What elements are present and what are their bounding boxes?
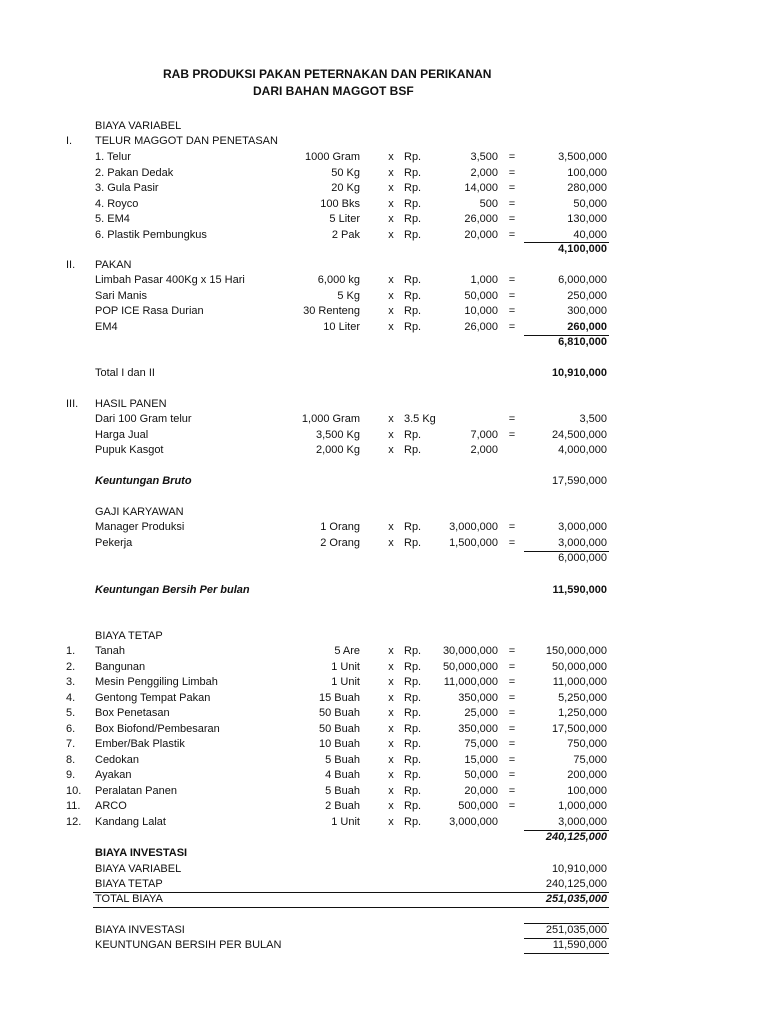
- item-total: 6,000,000: [558, 274, 607, 286]
- item-name: 3. Gula Pasir: [95, 182, 159, 194]
- item-multiply: x: [388, 753, 394, 766]
- item-multiply: x: [388, 707, 394, 719]
- item-unit-price: 2,000: [470, 444, 498, 456]
- item-equals: =: [508, 784, 516, 797]
- item-multiply: x: [388, 691, 394, 704]
- item-unit-price: 50,000,000: [442, 660, 498, 673]
- item-multiply: x: [388, 166, 394, 179]
- item-total: 3,000,000: [558, 815, 607, 828]
- item-multiply: x: [388, 428, 394, 441]
- item-currency: 3.5 Kg: [404, 413, 436, 425]
- item-unit-price: 10,000: [464, 305, 498, 317]
- item-quantity: 1 Orang: [320, 521, 360, 533]
- item-quantity: 2 Orang: [320, 536, 360, 549]
- item-multiply: x: [388, 738, 394, 750]
- item-total: 130,000: [567, 213, 607, 225]
- item-quantity: 5 Buah: [325, 753, 360, 766]
- gaji-heading: GAJI KARYAWAN: [95, 506, 184, 518]
- item-multiply: x: [388, 289, 394, 302]
- keuntungan-bruto-label: Keuntungan Bruto: [95, 475, 192, 487]
- item-unit-price: 20,000: [464, 228, 498, 241]
- item-unit-price: 3,000,000: [449, 521, 498, 533]
- item-quantity: 10 Buah: [319, 738, 360, 750]
- item-equals: =: [508, 413, 516, 425]
- item-currency: Rp.: [404, 197, 422, 210]
- item-name: 5. EM4: [95, 213, 130, 225]
- biaya-variabel-heading: BIAYA VARIABEL: [95, 120, 182, 132]
- item-currency: Rp.: [404, 769, 422, 781]
- summary-keuntungan-value: 11,590,000: [552, 939, 607, 951]
- item-quantity: 5 Liter: [329, 213, 360, 225]
- item-unit-price: 26,000: [464, 320, 498, 333]
- item-total: 200,000: [567, 769, 607, 781]
- item-name: Manager Produksi: [95, 521, 185, 533]
- item-equals: =: [508, 536, 516, 549]
- item-multiply: x: [388, 151, 394, 163]
- biaya-tetap-subtotal: 240,125,000: [545, 831, 607, 843]
- item-multiply: x: [388, 722, 394, 735]
- item-multiply: x: [388, 521, 394, 533]
- item-name: Mesin Penggiling Limbah: [95, 676, 218, 688]
- item-name: POP ICE Rasa Durian: [95, 305, 204, 317]
- item-currency: Rp.: [404, 676, 422, 688]
- summary-investasi-label: BIAYA INVESTASI: [95, 924, 185, 936]
- item-total: 3,000,000: [558, 521, 607, 533]
- total-biaya-label: TOTAL BIAYA: [95, 893, 163, 905]
- summary-keuntungan-rule: [524, 953, 609, 954]
- item-currency: Rp.: [404, 784, 422, 797]
- item-name: Box Penetasan: [95, 707, 170, 719]
- section-1-heading: TELUR MAGGOT DAN PENETASAN: [95, 135, 278, 147]
- item-currency: Rp.: [404, 166, 422, 179]
- item-quantity: 1 Unit: [331, 676, 360, 688]
- item-equals: =: [508, 738, 516, 750]
- item-quantity: 6,000 kg: [317, 274, 360, 286]
- item-equals: =: [508, 428, 516, 441]
- item-currency: Rp.: [404, 305, 422, 317]
- item-total: 40,000: [573, 228, 607, 241]
- item-number: 5.: [66, 707, 76, 719]
- item-currency: Rp.: [404, 691, 422, 704]
- item-quantity: 1,000 Gram: [301, 413, 360, 425]
- section-1-number: I.: [66, 135, 73, 147]
- item-currency: Rp.: [404, 444, 422, 456]
- keuntungan-bruto-value: 17,590,000: [551, 475, 607, 487]
- item-name: 2. Pakan Dedak: [95, 166, 174, 179]
- section-2-subtotal: 6,810,000: [558, 336, 607, 348]
- item-unit-price: 500: [479, 197, 498, 210]
- item-total: 250,000: [567, 289, 607, 302]
- item-total: 17,500,000: [551, 722, 607, 735]
- item-quantity: 15 Buah: [319, 691, 360, 704]
- item-multiply: x: [388, 182, 394, 194]
- item-multiply: x: [388, 197, 394, 210]
- item-unit-price: 50,000: [464, 769, 498, 781]
- item-number: 2.: [66, 660, 76, 673]
- item-number: 4.: [66, 691, 76, 704]
- item-currency: Rp.: [404, 428, 422, 441]
- item-quantity: 50 Buah: [319, 707, 360, 719]
- item-quantity: 2,000 Kg: [315, 444, 360, 456]
- item-quantity: 3,500 Kg: [315, 428, 360, 441]
- item-multiply: x: [388, 536, 394, 549]
- investasi-row-label: BIAYA TETAP: [95, 878, 163, 890]
- item-multiply: x: [388, 274, 394, 286]
- item-total: 280,000: [567, 182, 607, 194]
- item-name: Ember/Bak Plastik: [95, 738, 185, 750]
- item-currency: Rp.: [404, 182, 422, 194]
- item-number: 8.: [66, 753, 76, 766]
- item-multiply: x: [388, 800, 394, 812]
- item-equals: =: [508, 213, 516, 225]
- item-currency: Rp.: [404, 707, 422, 719]
- investasi-heading: BIAYA INVESTASI: [95, 847, 188, 859]
- item-unit-price: 26,000: [464, 213, 498, 225]
- item-equals: =: [508, 769, 516, 781]
- item-multiply: x: [388, 320, 394, 333]
- item-total: 100,000: [567, 784, 607, 797]
- total-biaya-rule-bottom: [93, 907, 609, 908]
- item-quantity: 10 Liter: [323, 320, 360, 333]
- gaji-subtotal: 6,000,000: [558, 552, 607, 564]
- item-currency: Rp.: [404, 800, 422, 812]
- item-name: Dari 100 Gram telur: [95, 413, 192, 425]
- item-unit-price: 11,000,000: [443, 676, 498, 688]
- item-equals: =: [508, 166, 516, 179]
- item-name: Pekerja: [95, 536, 133, 549]
- item-name: Harga Jual: [95, 428, 149, 441]
- item-currency: Rp.: [404, 274, 422, 286]
- item-currency: Rp.: [404, 151, 422, 163]
- item-multiply: x: [388, 676, 394, 688]
- total-1-2-value: 10,910,000: [551, 367, 607, 379]
- item-number: 12.: [66, 815, 82, 828]
- item-unit-price: 25,000: [464, 707, 498, 719]
- item-name: Box Biofond/Pembesaran: [95, 722, 220, 735]
- item-quantity: 5 Kg: [337, 289, 360, 302]
- item-equals: =: [508, 676, 516, 688]
- section-3-heading: HASIL PANEN: [95, 398, 167, 410]
- item-unit-price: 1,000: [470, 274, 498, 286]
- item-multiply: x: [388, 660, 394, 673]
- item-multiply: x: [388, 769, 394, 781]
- item-equals: =: [508, 800, 516, 812]
- item-equals: =: [508, 182, 516, 194]
- item-name: EM4: [95, 320, 118, 333]
- item-multiply: x: [388, 444, 394, 456]
- section-2-heading: PAKAN: [95, 259, 132, 271]
- item-name: Pupuk Kasgot: [95, 444, 164, 456]
- investasi-row-label: BIAYA VARIABEL: [95, 863, 182, 875]
- item-name: Sari Manis: [95, 289, 147, 302]
- item-equals: =: [508, 753, 516, 766]
- total-biaya-value: 251,035,000: [545, 893, 607, 905]
- item-quantity: 2 Buah: [325, 800, 360, 812]
- item-equals: =: [508, 660, 516, 673]
- page-title: RAB PRODUKSI PAKAN PETERNAKAN DAN PERIKANAN: [163, 67, 492, 81]
- item-multiply: x: [388, 815, 394, 828]
- item-number: 7.: [66, 738, 76, 750]
- item-quantity: 4 Buah: [325, 769, 360, 781]
- item-number: 10.: [66, 784, 82, 797]
- item-total: 4,000,000: [558, 444, 607, 456]
- item-name: Ayakan: [95, 769, 132, 781]
- item-multiply: x: [388, 413, 394, 425]
- item-currency: Rp.: [404, 228, 422, 241]
- item-unit-price: 20,000: [464, 784, 498, 797]
- item-multiply: x: [388, 305, 394, 317]
- item-currency: Rp.: [404, 815, 422, 828]
- item-equals: =: [508, 274, 516, 286]
- item-number: 3.: [66, 676, 76, 688]
- item-total: 3,500,000: [558, 151, 607, 163]
- item-equals: =: [508, 320, 516, 333]
- item-currency: Rp.: [404, 753, 422, 766]
- item-unit-price: 350,000: [458, 691, 498, 704]
- investasi-row-value: 240,125,000: [545, 878, 607, 890]
- item-total: 75,000: [573, 753, 607, 766]
- item-total: 3,500: [579, 413, 607, 425]
- item-total: 100,000: [567, 166, 607, 179]
- item-name: Kandang Lalat: [95, 815, 166, 828]
- item-unit-price: 500,000: [458, 800, 498, 812]
- item-number: 1.: [66, 645, 76, 657]
- item-total: 150,000,000: [545, 645, 607, 657]
- item-currency: Rp.: [404, 660, 422, 673]
- item-unit-price: 30,000,000: [442, 645, 498, 657]
- item-total: 300,000: [567, 305, 607, 317]
- item-currency: Rp.: [404, 738, 422, 750]
- item-equals: =: [508, 722, 516, 735]
- item-unit-price: 15,000: [464, 753, 498, 766]
- item-name: Peralatan Panen: [95, 784, 177, 797]
- section-3-number: III.: [66, 398, 79, 410]
- item-name: ARCO: [95, 800, 127, 812]
- item-unit-price: 350,000: [458, 722, 498, 735]
- item-quantity: 20 Kg: [331, 182, 360, 194]
- item-total: 5,250,000: [558, 691, 607, 704]
- item-name: Bangunan: [95, 660, 146, 673]
- item-number: 6.: [66, 722, 76, 735]
- keuntungan-bersih-label: Keuntungan Bersih Per bulan: [95, 584, 250, 596]
- item-total: 11,000,000: [552, 676, 607, 688]
- item-total: 1,000,000: [558, 800, 607, 812]
- item-equals: =: [508, 707, 516, 719]
- page-subtitle: DARI BAHAN MAGGOT BSF: [253, 84, 414, 98]
- item-total: 3,000,000: [558, 536, 607, 549]
- item-quantity: 50 Kg: [331, 166, 360, 179]
- item-unit-price: 2,000: [470, 166, 498, 179]
- item-total: 260,000: [567, 320, 607, 333]
- item-quantity: 30 Renteng: [303, 305, 360, 317]
- item-quantity: 2 Pak: [331, 228, 360, 241]
- item-unit-price: 3,500: [470, 151, 498, 163]
- item-currency: Rp.: [404, 722, 422, 735]
- item-name: Cedokan: [95, 753, 140, 766]
- total-1-2-label: Total I dan II: [95, 367, 155, 379]
- item-unit-price: 7,000: [470, 428, 498, 441]
- item-unit-price: 1,500,000: [449, 536, 498, 549]
- item-unit-price: 50,000: [464, 289, 498, 302]
- item-quantity: 5 Are: [334, 645, 360, 657]
- item-total: 24,500,000: [551, 428, 607, 441]
- item-currency: Rp.: [404, 320, 422, 333]
- item-quantity: 50 Buah: [319, 722, 360, 735]
- item-multiply: x: [388, 784, 394, 797]
- item-total: 50,000,000: [551, 660, 607, 673]
- item-currency: Rp.: [404, 213, 422, 225]
- item-equals: =: [508, 691, 516, 704]
- item-name: Limbah Pasar 400Kg x 15 Hari: [95, 274, 245, 286]
- item-total: 750,000: [567, 738, 607, 750]
- item-quantity: 1 Unit: [331, 660, 360, 673]
- item-total: 1,250,000: [558, 707, 607, 719]
- item-equals: =: [508, 228, 516, 241]
- item-unit-price: 75,000: [464, 738, 498, 750]
- item-quantity: 1000 Gram: [304, 151, 360, 163]
- item-equals: =: [508, 289, 516, 302]
- item-equals: =: [508, 521, 516, 533]
- item-quantity: 1 Unit: [331, 815, 360, 828]
- item-name: 4. Royco: [95, 197, 139, 210]
- item-total: 50,000: [573, 197, 607, 210]
- item-unit-price: 3,000,000: [449, 815, 498, 828]
- item-equals: =: [508, 305, 516, 317]
- item-currency: Rp.: [404, 521, 422, 533]
- item-multiply: x: [388, 645, 394, 657]
- biaya-tetap-heading: BIAYA TETAP: [95, 630, 163, 642]
- item-unit-price: 14,000: [464, 182, 498, 194]
- section-1-subtotal: 4,100,000: [558, 243, 607, 255]
- item-currency: Rp.: [404, 536, 422, 549]
- item-quantity: 5 Buah: [325, 784, 360, 797]
- summary-keuntungan-label: KEUNTUNGAN BERSIH PER BULAN: [95, 939, 282, 951]
- keuntungan-bersih-value: 11,590,000: [552, 584, 607, 596]
- item-multiply: x: [388, 228, 394, 241]
- item-name: Tanah: [95, 645, 125, 657]
- item-quantity: 100 Bks: [320, 197, 360, 210]
- item-currency: Rp.: [404, 289, 422, 302]
- summary-investasi-value: 251,035,000: [545, 924, 607, 936]
- item-equals: =: [508, 197, 516, 210]
- item-currency: Rp.: [404, 645, 422, 657]
- item-multiply: x: [388, 213, 394, 225]
- investasi-row-value: 10,910,000: [551, 863, 607, 875]
- item-equals: =: [508, 151, 516, 163]
- item-name: 6. Plastik Pembungkus: [95, 228, 207, 241]
- item-number: 11.: [66, 800, 81, 812]
- item-name: 1. Telur: [95, 151, 131, 163]
- item-name: Gentong Tempat Pakan: [95, 691, 211, 704]
- section-2-number: II.: [66, 259, 76, 271]
- item-equals: =: [508, 645, 516, 657]
- item-number: 9.: [66, 769, 76, 781]
